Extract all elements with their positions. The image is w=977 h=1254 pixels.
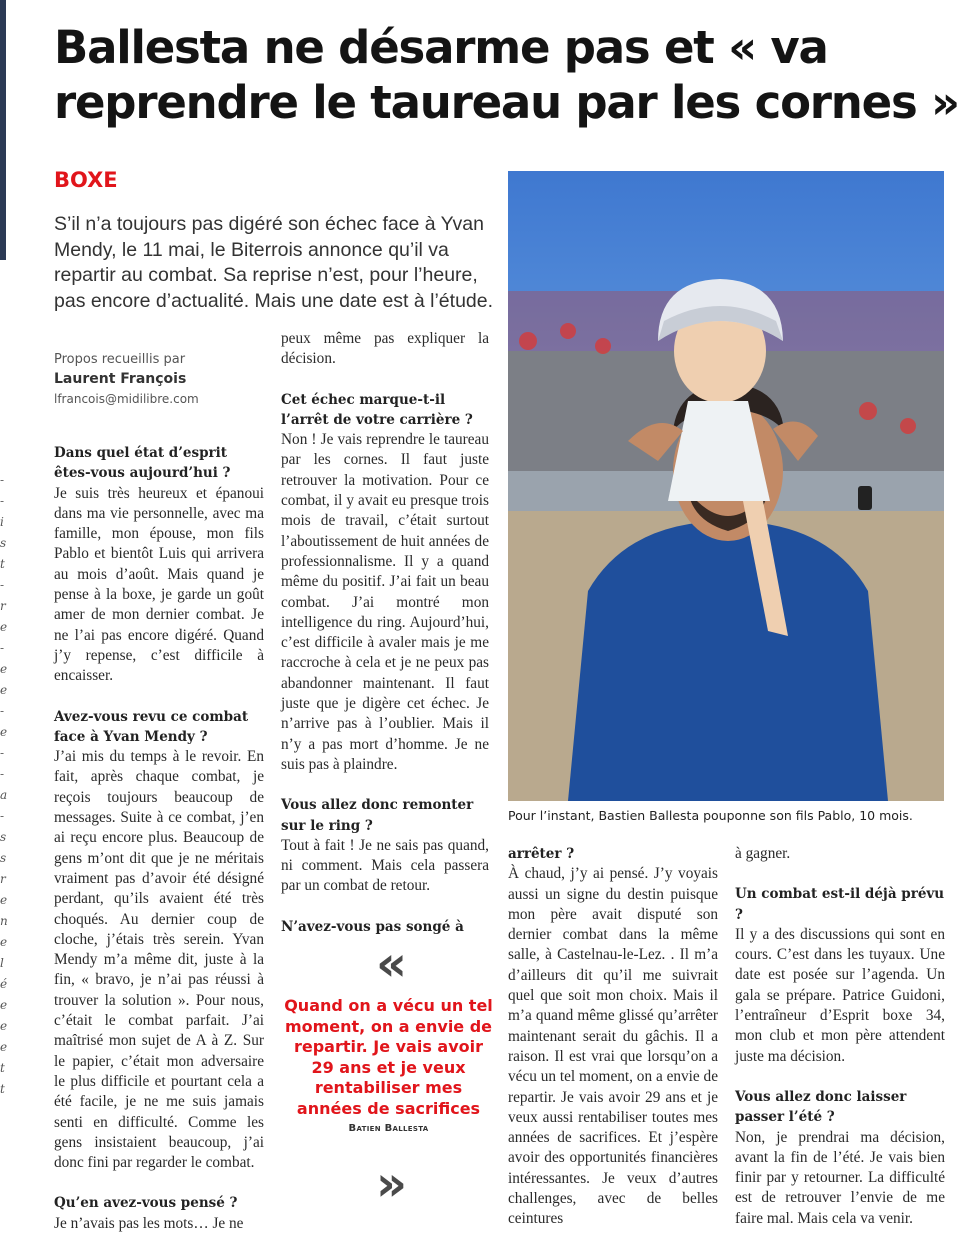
article-lead: S’il n’a toujours pas digéré son échec face à Yvan Mendy, le 11 mai, le Biterrois annonce qu’il va repartir au combat. Sa reprise n’est, pour l’heure, pas encore d’actualité. Mais une date est à l’étude.: [54, 213, 494, 312]
previous-page-edge: [0, 0, 6, 260]
edge-fragment: -: [0, 641, 5, 655]
question: arrêter ?: [508, 846, 575, 862]
answer: Non ! Je vais reprendre le taureau par les cornes. Il faut juste retrouver la motivation. Pour ce combat, il y avait eu presque trois mois de travail, c’était surtout l’aboutissement de huit années de professionnalisme. Il y a quand même du positif. J’ai fait un beau combat. J’ai montré mon intelligence du ring. Aujourd’hui, c’est difficile à avaler mais je me raccroche à cela et je ne peux pas abandonner maintenant. Il faut juste que je digère cet échec. Je n’arrive pas à l’oublier. Mais il n’y a pas mort d’homme. Je ne suis pas à plaindre.: [281, 431, 489, 773]
edge-fragment: -: [0, 473, 5, 487]
answer: Je n’avais pas les mots… Je ne: [54, 1214, 244, 1232]
section-rubric: BOXE: [54, 168, 118, 192]
edge-fragment: t: [0, 557, 5, 571]
question: N’avez-vous pas songé à: [281, 918, 464, 935]
previous-column-fragments: [0, 470, 12, 1100]
text-column-2: [281, 329, 489, 957]
quote-author: Batien Ballesta: [348, 1123, 429, 1134]
pull-quote: [281, 936, 496, 1212]
edge-fragment: -: [0, 746, 5, 760]
byline-intro: Propos recueillis par: [54, 352, 186, 367]
edge-fragment: é: [0, 977, 8, 991]
edge-fragment: n: [0, 914, 8, 928]
answer: peux même pas expliquer la décision.: [281, 330, 489, 368]
answer: Il y a des discussions qui sont en cours. C’est dans les tuyaux. Une date est posée sur l’agenda. Un gala se prépare. Patrice Guidoni, l’entraîneur d’Esprit boxe 34, mon club et mon père attendent juste ma décision.: [735, 925, 945, 1065]
answer: Tout à fait ! Je ne sais pas quand, ni comment. Mais cela passera par un combat de retour.: [281, 836, 489, 895]
text-column-1: [54, 443, 264, 1254]
photo-illustration: [508, 171, 944, 801]
edge-fragment: e: [0, 662, 8, 676]
edge-fragment: e: [0, 620, 8, 634]
edge-fragment: -: [0, 809, 5, 823]
edge-fragment: e: [0, 725, 8, 739]
byline-email: lfrancois@midilibre.com: [54, 392, 199, 406]
edge-fragment: s: [0, 851, 7, 865]
quote-open-mark: «: [375, 936, 401, 992]
edge-fragment: a: [0, 788, 8, 802]
question: Vous allez donc remonter sur le ring ?: [281, 797, 474, 834]
edge-fragment: e: [0, 1040, 8, 1054]
question: Avez-vous revu ce combat face à Yvan Mendy ?: [54, 708, 249, 745]
edge-fragment: e: [0, 1019, 8, 1033]
question: Qu’en avez-vous pensé ?: [54, 1195, 238, 1212]
question: Un combat est-il déjà prévu ?: [735, 886, 945, 923]
text-column-3: [508, 844, 718, 1250]
answer: J’ai mis du temps à le revoir. En fait, après chaque combat, je reçois toujours beaucoup de messages. Suite à ce combat, j’en ai reçu encore plus. Beaucoup de gens m’ont dit que je ne méritais vraiment pas d’avoir été désigné perdant, qu’ils avaient été très choqués. Au dernier coup de cloche, j’étais très serein. Yvan Mendy m’a même dit, juste à la fin, « bravo, je n’ai pas réussi à trouver la solution ». Pour nous, c’était le combat parfait. J’ai maîtrisé mon sujet de A à Z. Sur le papier, c’était mon adversaire le plus difficile et pourtant cela a été facile, je ne me suis jamais senti en difficulté. Comme les gens insistaient beaucoup, j’ai donc fini par regarder le combat.: [54, 748, 264, 1172]
edge-fragment: e: [0, 683, 8, 697]
edge-fragment: l: [0, 956, 4, 970]
byline: [54, 350, 264, 409]
answer: À chaud, j’y ai pensé. J’y voyais aussi un signe du destin puisque mon père avait disputé son dernier combat dans la même salle, à Castelnau-le-Lez. . Il m’a d’ailleurs dit qu’il me suivrait quel que soit mon choix. Mais il m’a quand même glissé qu’arrêter maintenant serait du gâchis. Il a raison. Il est vrai que lorsqu’on a vécu un tel moment, on a envie de repartir. Je vais avoir 29 ans et je veux aussi rentabiliser toutes mes années de sacrifices. Et j’espère avoir des opportunités financières intéressantes. Je veux d’autres challenges, avec de belles ceintures: [508, 865, 718, 1228]
answer: Non, je prendrai ma décision, avant la fin de l’été. Je vais bien finir par y retourner. La difficulté est de retrouver l’envie de me faire mal. Mais cela va venir.: [735, 1128, 945, 1227]
answer: à gagner.: [735, 845, 791, 862]
byline-author: Laurent François: [54, 371, 187, 387]
edge-fragment: r: [0, 872, 6, 886]
article-headline: Ballesta ne désarme pas et « va reprendre le taureau par les cornes »: [54, 21, 959, 129]
article-photo: [508, 171, 944, 801]
photo-caption: Pour l’instant, Bastien Ballesta pouponne son fils Pablo, 10 mois.: [508, 808, 913, 823]
edge-fragment: s: [0, 536, 7, 550]
quote-text: Quand on a vécu un tel moment, on a envie de repartir. Je vais avoir 29 ans et je veux rentabiliser mes années de sacrifices: [284, 996, 493, 1118]
edge-fragment: t: [0, 1061, 5, 1075]
edge-fragment: -: [0, 578, 5, 592]
edge-fragment: -: [0, 767, 5, 781]
edge-fragment: s: [0, 830, 7, 844]
edge-fragment: r: [0, 599, 6, 613]
edge-fragment: -: [0, 494, 5, 508]
question: Dans quel état d’esprit êtes-vous aujourd’hui ?: [54, 445, 231, 482]
edge-fragment: e: [0, 893, 8, 907]
edge-fragment: -: [0, 704, 5, 718]
text-column-4: [735, 844, 945, 1249]
question: Cet échec marque-t-il l’arrêt de votre carrière ?: [281, 391, 473, 428]
edge-fragment: i: [0, 515, 4, 529]
question: Vous allez donc laisser passer l’été ?: [735, 1088, 907, 1126]
quote-close-mark: »: [375, 1156, 401, 1212]
answer: Je suis très heureux et épanoui dans ma vie personnelle, avec ma famille, mon épouse, mon fils Pablo et bientôt Luis qui arrivera au mois d’août. Mais quand je pense à la boxe, je garde un goût amer de mon dernier combat. Je ne l’ai pas encore digéré. Quand j’y repense, c’est difficile à encaisser.: [54, 484, 264, 685]
edge-fragment: t: [0, 1082, 5, 1096]
edge-fragment: e: [0, 998, 8, 1012]
edge-fragment: e: [0, 935, 8, 949]
